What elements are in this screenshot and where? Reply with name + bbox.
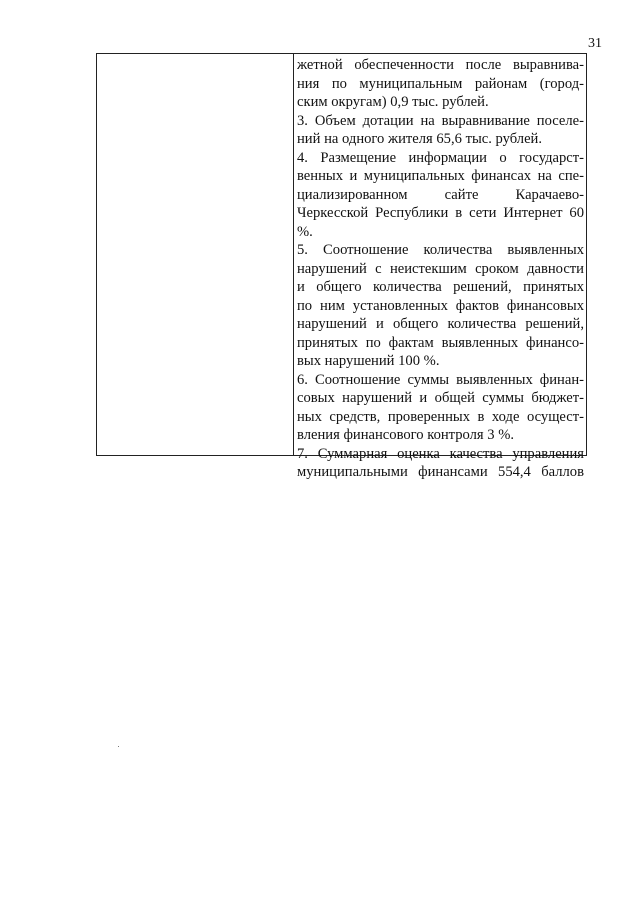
- text-line: %.: [297, 223, 313, 240]
- text-line: ний на одного жителя 65,6 тыс. рублей.: [297, 131, 543, 147]
- text-line: муниципальными финансами 554,4 баллов: [297, 464, 584, 480]
- text-line: 7. Суммарная оценка качества управления: [297, 445, 584, 462]
- text-line: ных средств, проверенных в ходе осущест-: [297, 408, 584, 425]
- text-line: циализированном сайте Карачаево-: [297, 186, 584, 203]
- text-line: ния по муниципальным районам (город-: [297, 75, 584, 92]
- indicator-table: [96, 53, 587, 480]
- text-line: и общего количества решений, принятых: [297, 279, 584, 295]
- text-line: вых нарушений 100 %.: [297, 353, 440, 369]
- text-line: вления финансового контроля 3 %.: [297, 427, 515, 443]
- scan-speck: [118, 746, 119, 747]
- text-line: 5. Соотношение количества выявленных: [297, 242, 584, 258]
- text-line: 6. Соотношение суммы выявленных финан-: [297, 371, 584, 388]
- text-line: принятых по фактам выявленных финансо-: [297, 334, 584, 351]
- page-number: 31: [588, 36, 602, 51]
- text-line: ским округам) 0,9 тыс. рублей.: [297, 94, 489, 110]
- table-cell-left-empty: [97, 54, 294, 455]
- text-line: нарушений и общего количества решений,: [297, 316, 584, 332]
- text-line: жетной обеспеченности после выравнива-: [297, 57, 584, 73]
- text-line: по ним установленных фактов финансовых: [297, 297, 584, 314]
- table-cell-indicators: [294, 54, 586, 480]
- text-line: 3. Объем дотации на выравнивание поселе-: [297, 112, 584, 129]
- text-line: совых нарушений и общей суммы бюджет-: [297, 390, 584, 406]
- text-line: венных и муниципальных финансах на спе-: [297, 168, 584, 184]
- text-line: 4. Размещение информации о государст-: [297, 149, 584, 166]
- text-line: Черкесской Республики в сети Интернет 60: [297, 205, 584, 221]
- text-line: нарушений с неистекшим сроком давности: [297, 260, 584, 277]
